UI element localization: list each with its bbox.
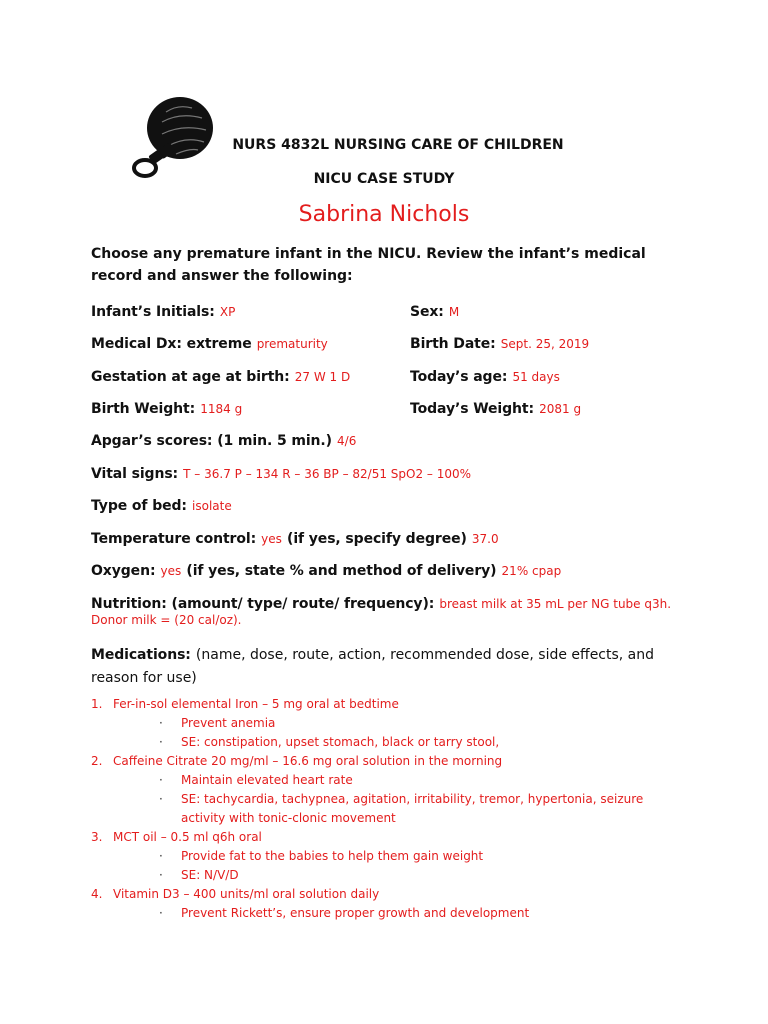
temp-label: Temperature control: (91, 531, 257, 547)
birthdate-label: Birth Date: (410, 336, 496, 352)
oxygen-label-2: (if yes, state % and method of delivery) (186, 563, 497, 579)
bed-row (91, 495, 232, 514)
nutrition-value-2: Donor milk = (20 cal/oz). (91, 613, 242, 627)
apgar-value: 4/6 (337, 434, 357, 448)
oxygen-row (91, 560, 561, 579)
bullet-icon: · (159, 868, 163, 882)
temp-row (91, 528, 499, 547)
bullet-icon: · (159, 773, 163, 787)
sex-label: Sex: (410, 304, 444, 320)
birthweight-label: Birth Weight: (91, 401, 196, 417)
bed-value: isolate (192, 499, 232, 513)
todayage-label: Today’s age: (410, 369, 508, 385)
med-item (91, 752, 691, 771)
med-note-text: Prevent Rickett’s, ensure proper growth and development (181, 906, 530, 920)
vitals-value: T – 36.7 P – 134 R – 36 BP – 82/51 SpO2 – 100% (183, 467, 472, 481)
med-note-text: Prevent anemia (181, 716, 276, 730)
med-number: 3. (91, 830, 103, 844)
todayweight-row (410, 398, 581, 417)
temp-label-2: (if yes, specify degree) (287, 531, 467, 547)
med-note-text: Maintain elevated heart rate (181, 773, 353, 787)
oxygen-value: yes (160, 564, 182, 578)
med-note (91, 771, 691, 790)
vitals-row (91, 463, 471, 482)
bullet-icon: · (159, 849, 163, 863)
bed-label: Type of bed: (91, 498, 187, 514)
nutrition-value: breast milk at 35 mL per NG tube q3h. (439, 597, 672, 611)
med-number: 1. (91, 697, 103, 711)
med-note (91, 714, 691, 733)
bullet-icon: · (159, 906, 163, 920)
nutrition-row (91, 593, 671, 612)
bullet-icon: · (159, 716, 163, 730)
med-number: 2. (91, 754, 103, 768)
meds-label: Medications: (91, 647, 191, 663)
birthdate-value: Sept. 25, 2019 (500, 337, 590, 351)
dx-label: Medical Dx: extreme (91, 336, 252, 352)
nutrition-label: Nutrition: (amount/ type/ route/ frequency): (91, 596, 435, 612)
temp-degree: 37.0 (471, 532, 499, 546)
temp-value: yes (261, 532, 282, 546)
med-name: Vitamin D3 – 400 units/ml oral solution daily (113, 887, 380, 901)
med-note-text: SE: N/V/D (181, 868, 239, 882)
initials-label: Infant’s Initials: (91, 304, 215, 320)
med-item (91, 695, 691, 714)
med-note (91, 866, 691, 885)
gestation-row (91, 366, 350, 385)
student-name: Sabrina Nichols (298, 202, 470, 227)
med-name: Fer-in-sol elemental Iron – 5 mg oral at bedtime (113, 697, 399, 711)
intro-text: Choose any premature infant in the NICU. Review the infant’s medical record and answer the following: (91, 246, 646, 284)
initials-row (91, 301, 235, 320)
medications-heading (91, 643, 681, 689)
meds-desc: (name, dose, route, action, recommended dose, side effects, and reason for use) (91, 647, 655, 686)
birthweight-value: 1184 g (200, 402, 243, 416)
med-note (91, 790, 691, 828)
todayweight-value: 2081 g (539, 402, 582, 416)
med-note (91, 733, 691, 752)
birthweight-row (91, 398, 242, 417)
med-note-text: SE: tachycardia, tachypnea, agitation, irritability, tremor, hypertonia, seizure activity with tonic-clonic movement (181, 792, 644, 825)
case-study-title: NICU CASE STUDY (313, 171, 455, 187)
med-item (91, 828, 691, 847)
apgar-row (91, 430, 356, 449)
birthdate-row (410, 333, 589, 352)
gestation-label: Gestation at age at birth: (91, 369, 290, 385)
medications-list (91, 695, 691, 923)
med-note-text: SE: constipation, upset stomach, black or tarry stool, (181, 735, 500, 749)
med-name: MCT oil – 0.5 ml q6h oral (113, 830, 262, 844)
todayage-row (410, 366, 560, 385)
todayage-value: 51 days (512, 370, 560, 384)
course-title: NURS 4832L NURSING CARE OF CHILDREN (232, 137, 564, 153)
med-name: Caffeine Citrate 20 mg/ml – 16.6 mg oral solution in the morning (113, 754, 503, 768)
dx-value: prematurity (256, 337, 328, 351)
gestation-value: 27 W 1 D (294, 370, 351, 384)
med-number: 4. (91, 887, 103, 901)
bullet-icon: · (159, 792, 163, 806)
todayweight-label: Today’s Weight: (410, 401, 535, 417)
med-note-text: Provide fat to the babies to help them gain weight (181, 849, 484, 863)
med-note (91, 904, 691, 923)
initials-value: XP (219, 305, 236, 319)
apgar-label: Apgar’s scores: (1 min. 5 min.) (91, 433, 332, 449)
sex-row (410, 301, 459, 320)
vitals-label: Vital signs: (91, 466, 179, 482)
oxygen-method: 21% cpap (501, 564, 562, 578)
bullet-icon: · (159, 735, 163, 749)
med-item (91, 885, 691, 904)
med-note (91, 847, 691, 866)
sex-value: M (448, 305, 460, 319)
oxygen-label: Oxygen: (91, 563, 156, 579)
dx-row (91, 333, 328, 352)
